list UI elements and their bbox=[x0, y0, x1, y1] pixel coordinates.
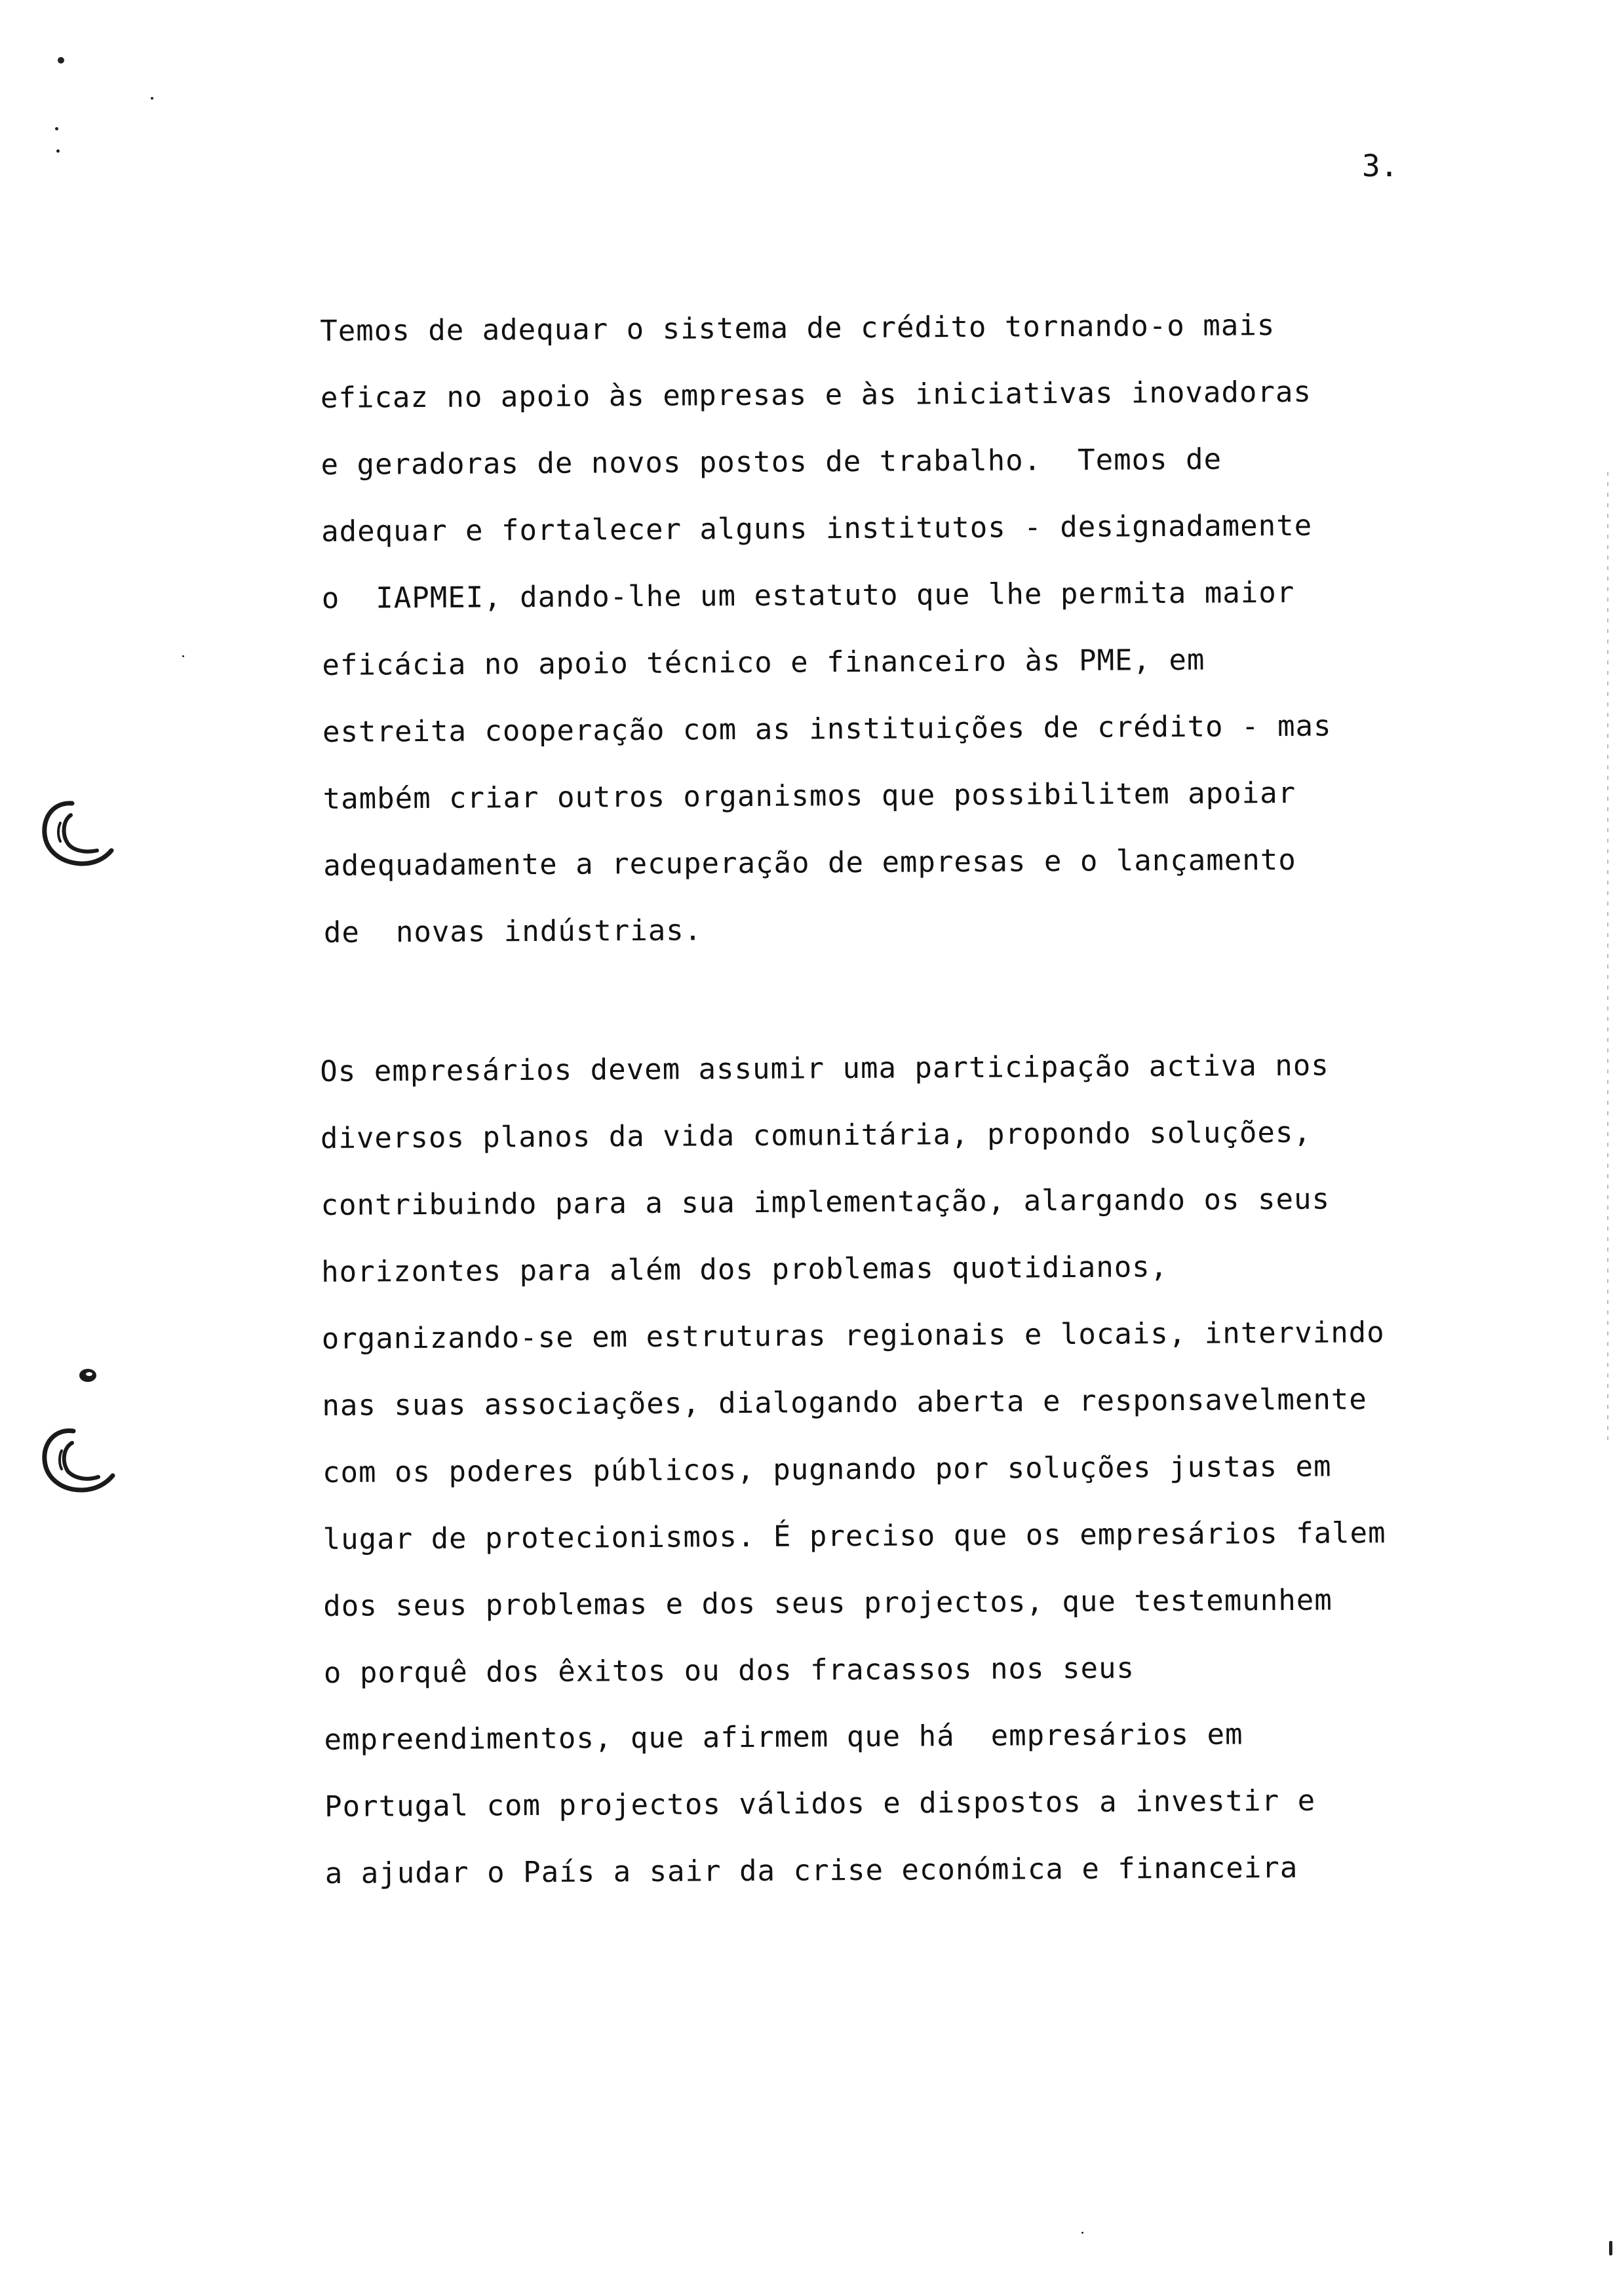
paragraph-1 bbox=[320, 290, 1569, 966]
scan-speck bbox=[182, 655, 184, 657]
text-line: diversos planos da vida comunitária, propondo soluções, bbox=[320, 1115, 1312, 1155]
scan-speck bbox=[1081, 2232, 1083, 2234]
text-line: o porquê dos êxitos ou dos fracassos nos seus bbox=[323, 1651, 1135, 1690]
text-line: Temos de adequar o sistema de crédito tornando-o mais bbox=[320, 309, 1275, 348]
text-line: estreita cooperação com as instituições de crédito - mas bbox=[322, 709, 1332, 749]
text-line: Portugal com projectos válidos e dispostos a investir e bbox=[324, 1784, 1316, 1824]
text-line: horizontes para além dos problemas quotidianos, bbox=[321, 1250, 1169, 1289]
text-line: adequadamente a recuperação de empresas e o lançamento bbox=[323, 843, 1296, 883]
text-line: nas suas associações, dialogando aberta e responsavelmente bbox=[322, 1383, 1367, 1423]
text-line: adequar e fortalecer alguns institutos - designadamente bbox=[321, 508, 1313, 548]
scan-edge-line bbox=[1607, 472, 1608, 1442]
text-line: também criar outros organismos que possibilitem apoiar bbox=[322, 776, 1296, 816]
text-line: eficácia no apoio técnico e financeiro às PME, em bbox=[322, 643, 1205, 682]
text-line: de novas indústrias. bbox=[323, 913, 703, 949]
scan-speck bbox=[1609, 2241, 1612, 2255]
scan-speck bbox=[58, 57, 64, 64]
text-line: Os empresários devem assumir uma participação activa nos bbox=[320, 1048, 1329, 1088]
binder-hole-mark bbox=[76, 1366, 100, 1385]
page-number: 3. bbox=[1362, 148, 1399, 183]
binder-hole-mark bbox=[34, 1421, 119, 1502]
text-line: eficaz no apoio às empresas e às iniciativas inovadoras bbox=[320, 375, 1312, 415]
text-line: com os poderes públicos, pugnando por soluções justas em bbox=[322, 1449, 1332, 1489]
scan-speck bbox=[56, 149, 60, 153]
paragraph-2 bbox=[320, 1031, 1570, 1907]
text-line: organizando-se em estruturas regionais e locais, intervindo bbox=[321, 1316, 1385, 1356]
scan-speck bbox=[55, 127, 58, 130]
text-line: empreendimentos, que afirmem que há empresários em bbox=[324, 1717, 1243, 1757]
text-line: contribuindo para a sua implementação, alargando os seus bbox=[321, 1182, 1331, 1222]
text-line: lugar de protecionismos. É preciso que os empresários falem bbox=[322, 1516, 1386, 1556]
text-line: dos seus problemas e dos seus projectos, que testemunhem bbox=[323, 1583, 1333, 1623]
binder-hole-mark bbox=[34, 794, 119, 875]
text-line: e geradoras de novos postos de trabalho. Temos de bbox=[321, 442, 1222, 482]
text-line: o IAPMEI, dando-lhe um estatuto que lhe permita maior bbox=[321, 575, 1295, 615]
text-line: a ajudar o País a sair da crise económica e financeira bbox=[324, 1850, 1298, 1890]
scan-speck bbox=[151, 97, 153, 100]
